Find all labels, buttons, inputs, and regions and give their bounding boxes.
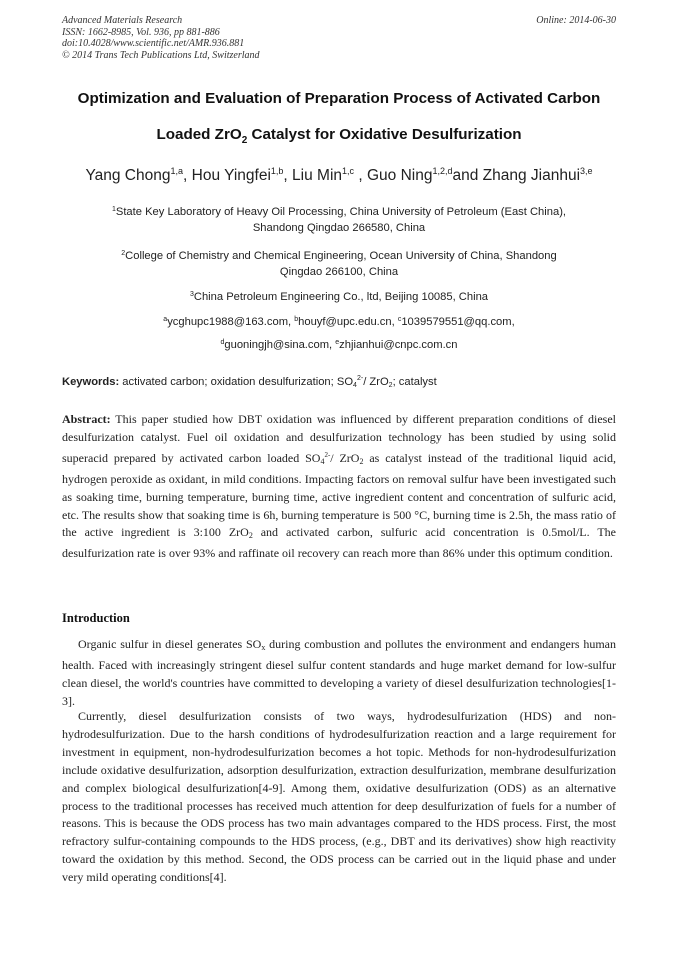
author: Liu Min$^{1,c}$ ,: [292, 166, 363, 184]
author: Hou Yingfei$^{1,b}$,: [191, 166, 288, 184]
journal-header: [62, 15, 616, 61]
affiliation-3: $^3$China Petroleum Engineering Co., ltd, Beijing 10085, China: [189, 291, 489, 303]
paper-title-line-1: Optimization and Evaluation of Preparation Process of Activated Carbon: [77, 90, 601, 107]
email: $^c$1039579551@qq.com,: [397, 316, 515, 328]
author-list: [30, 166, 648, 185]
copyright-line: © 2014 Trans Tech Publications Ltd, Switzerland: [62, 49, 260, 61]
author: Yang Chong$^{1,a}$,: [85, 166, 188, 184]
affiliation-1: $^1$State Key Laboratory of Heavy Oil Processing, China University of Petroleum (East China), Shandong Qingdao 266580, China: [111, 206, 567, 234]
keywords: Keywords: activated carbon; oxidation desulfurization; $SO_4^{2-}/$ ZrO$_2$; catalyst: [62, 375, 437, 389]
author: Guo Ning$^{1,2,d}$: [366, 166, 453, 184]
email-list-1: [62, 312, 616, 330]
intro-paragraph-1: Organic sulfur in diesel generates $SO_x$ during combustion and pollutes the environment and endangers human health. Faced with increasingly stringent diesel sulfur content standards and huge market demand for low-sulfur clean diesel, the world's countries have committed to developing a variety of diesel desulfurization technologies[1-3].: [62, 637, 616, 708]
affiliation-2: $^2$College of Chemistry and Chemical Engineering, Ocean University of China, Shandong Qingdao 266100, China: [121, 250, 557, 278]
email: $^a$ycghupc1988@163.com,: [163, 316, 295, 328]
email: $^d$guoningjh@sina.com,: [220, 339, 336, 351]
abstract: Abstract: This paper studied how DBT oxidation was influenced by different preparation conditions of diesel desulfurization catalyst. Fuel oil oxidation and desulfurization technology has been studied by using solid superacid prepared by activated carbon loaded $SO_4^{2-}/$ ZrO$_2$ as catalyst instead of the traditional liquid acid, hydrogen peroxide as oxidant, in mild conditions. Impacting factors on removal sulfur have been investigated such as soaking time, burning temperature, burning time, active ingredient content and concentration of sulfuric acid, etc. The results show that soaking time is 6h, burning temperature is 500 °C, burning time is 2.5h, the mass ratio of the active ingredient is 3:100 ZrO$_2$ and activated carbon, sulfuric acid concentration is 0.5mol/L. The desulfurization rate is over 93% and raffinate oil recovery can reach more than 86% under this optimum condition.: [62, 412, 617, 561]
keywords-label: Keywords:: [62, 376, 120, 388]
online-date: Online: 2014-06-30: [536, 15, 616, 26]
intro-paragraph-2: Currently, diesel desulfurization consists of two ways, hydrodesulfurization (HDS) and non-hydrodesulfurization. Due to the harsh conditions of hydrodesulfurization reaction and a large requirement for investment in equipment, non-hydrodesulfurization becomes a hot topic. Methods for non-hydrodesulfurization include oxidative desulfurization, adsorption desulfurization, extraction desulfurization, membrane desulfurization and complex biological desulfurization[4-9]. Among them, oxidative desulfurization (ODS) as an alternative process to the traditional processes has received much attention for deep desulfurization of fuels for a number of reasons. This is because the ODS process has two main advantages compared to the HDS process. First, the most refractory sulfur-containing compounds to the HDS process, (e.g., DBT and its derivatives) show high reactivity toward the oxidation by this method. Second, the ODS process can be carried out in the liquid phase and under very mild operating conditions[4].: [62, 709, 616, 885]
section-heading-introduction: Introduction: [62, 611, 130, 625]
author: and Zhang Jianhui$^{3,e}$: [452, 166, 593, 184]
email-list-2: [62, 335, 616, 353]
doi-line: doi:10.4028/www.scientific.net/AMR.936.881: [62, 38, 245, 49]
issn-line: ISSN: 1662-8985, Vol. 936, pp 881-886: [62, 26, 220, 38]
paper-title-line-2: Loaded ZrO$_2$ Catalyst for Oxidative Desulfurization: [156, 126, 522, 147]
abstract-label: Abstract:: [62, 412, 111, 426]
journal-name: Advanced Materials Research: [62, 15, 183, 26]
email: $^e$zhjianhui@cnpc.com.cn: [335, 339, 458, 351]
email: $^b$houyf@upc.edu.cn,: [294, 316, 398, 328]
